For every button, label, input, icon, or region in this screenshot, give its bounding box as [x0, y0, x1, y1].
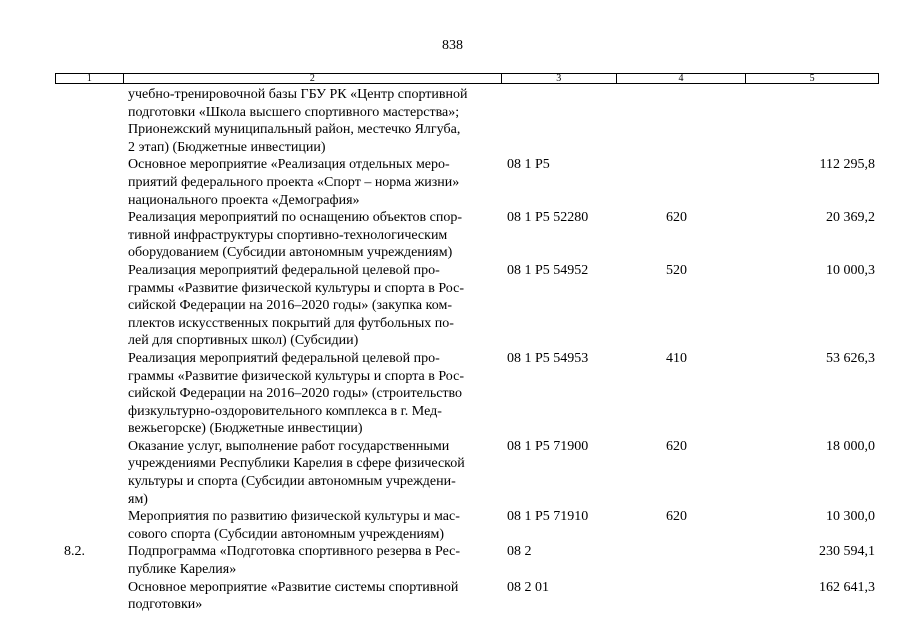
description-line: Оказание услуг, выполнение работ государственными: [128, 438, 450, 454]
description-line: Основное мероприятие «Реализация отдельных меро-: [128, 157, 450, 173]
description-line: Основное мероприятие «Развитие системы спортивной: [128, 579, 459, 595]
row-amount: 10 300,0: [826, 509, 875, 525]
row-expense-type: 620: [666, 509, 687, 525]
row-code: 08 2 01: [507, 579, 549, 595]
column-header-3: 3: [502, 74, 617, 83]
row-expense-type: [617, 543, 747, 578]
description-line: лей для спортивных школ) (Субсидии): [128, 333, 359, 349]
row-amount: [747, 86, 879, 156]
table-row: [55, 156, 879, 209]
row-description: [123, 262, 502, 350]
row-amount: 53 626,3: [826, 350, 875, 366]
row-expense-type: [617, 579, 747, 614]
description-line: Прионежский муниципальный район, местечко Ялгуба,: [128, 122, 461, 138]
row-expense-type: 620: [666, 438, 687, 454]
row-code: [502, 86, 617, 156]
description-line: подготовки»: [128, 597, 203, 613]
row-description: [123, 350, 502, 438]
column-header-2: 2: [124, 74, 502, 83]
row-description: [123, 508, 502, 543]
description-line: физкультурно-оздоровительного комплекса в г. Мед-: [128, 403, 442, 419]
row-amount: 112 295,8: [819, 157, 875, 173]
row-number: [55, 262, 123, 350]
row-amount: 18 000,0: [826, 438, 875, 454]
row-code: 08 1 P5 71900: [507, 438, 589, 454]
row-expense-type: 520: [666, 262, 687, 278]
description-line: Реализация мероприятий федеральной целевой про-: [128, 350, 440, 366]
row-amount: 20 369,2: [826, 210, 875, 226]
description-line: публике Карелия»: [128, 562, 237, 578]
table-body: [55, 86, 879, 614]
description-line: тивной инфраструктуры спортивно-технологическим: [128, 227, 448, 243]
row-number: [55, 350, 123, 438]
description-line: ям): [128, 491, 148, 507]
description-line: сового спорта (Субсидии автономным учреждениям): [128, 526, 445, 542]
description-line: Реализация мероприятий федеральной целевой про-: [128, 262, 440, 278]
description-line: Реализация мероприятий по оснащению объектов спор-: [128, 210, 463, 226]
description-line: оборудованием (Субсидии автономным учреждениям): [128, 245, 453, 261]
row-number: [55, 508, 123, 543]
row-amount: 230 594,1: [819, 544, 875, 560]
table-row: [55, 438, 879, 508]
column-header-1: 1: [56, 74, 124, 83]
description-line: Мероприятия по развитию физической культуры и мас-: [128, 509, 460, 525]
row-amount: 162 641,3: [819, 579, 875, 595]
row-expense-type: [617, 86, 747, 156]
row-code: 08 1 P5 54953: [507, 350, 589, 366]
row-number: [55, 579, 123, 614]
page-number: 838: [442, 38, 463, 53]
row-number: [55, 209, 123, 262]
row-amount: 10 000,3: [826, 262, 875, 278]
description-line: учреждениями Республики Карелия в сфере физической: [128, 456, 465, 472]
description-line: культуры и спорта (Субсидии автономным учреждени-: [128, 474, 456, 490]
table-row: [55, 262, 879, 350]
row-number: [55, 438, 123, 508]
row-number: [55, 86, 123, 156]
table-header: [55, 73, 879, 84]
row-code: 08 1 P5 71910: [507, 509, 589, 525]
row-expense-type: 620: [666, 210, 687, 226]
column-header-5: 5: [809, 73, 815, 84]
table-row: [55, 579, 879, 614]
description-line: 2 этап) (Бюджетные инвестиции): [128, 139, 326, 155]
description-line: граммы «Развитие физической культуры и спорта в Рос-: [128, 280, 464, 296]
description-line: учебно-тренировочной базы ГБУ РК «Центр спортивной: [128, 87, 468, 102]
description-line: вежьегорске) (Бюджетные инвестиции): [128, 421, 363, 437]
row-description: [123, 156, 502, 209]
description-line: сийской Федерации на 2016–2020 годы» (закупка ком-: [128, 298, 452, 314]
description-line: сийской Федерации на 2016–2020 годы» (строительство: [128, 386, 463, 402]
column-header-4: 4: [617, 74, 747, 83]
table-row: [55, 543, 879, 578]
description-line: плектов искусственных покрытий для футбольных по-: [128, 315, 454, 331]
row-number: [55, 156, 123, 209]
row-description: [123, 579, 502, 614]
description-line: подготовки «Школа высшего спортивного мастерства»;: [128, 104, 460, 120]
row-code: 08 2: [507, 544, 532, 560]
row-code: 08 1 P5 54952: [507, 262, 589, 278]
description-line: Подпрограмма «Подготовка спортивного резерва в Рес-: [128, 544, 461, 560]
row-number: 8.2.: [64, 544, 85, 560]
row-expense-type: 410: [666, 350, 687, 366]
row-description: [123, 86, 502, 156]
description-line: национального проекта «Демография»: [128, 192, 360, 208]
row-code: 08 1 P5 52280: [507, 210, 589, 226]
row-description: [123, 438, 502, 508]
description-line: граммы «Развитие физической культуры и спорта в Рос-: [128, 368, 464, 384]
table-row: [55, 508, 879, 543]
row-expense-type: [617, 156, 747, 209]
table-row: [55, 209, 879, 262]
table-row: [55, 86, 879, 156]
row-description: [123, 543, 502, 578]
row-code: 08 1 P5: [507, 157, 550, 173]
description-line: приятий федерального проекта «Спорт – норма жизни»: [128, 174, 460, 190]
table-row: [55, 350, 879, 438]
row-description: [123, 209, 502, 262]
